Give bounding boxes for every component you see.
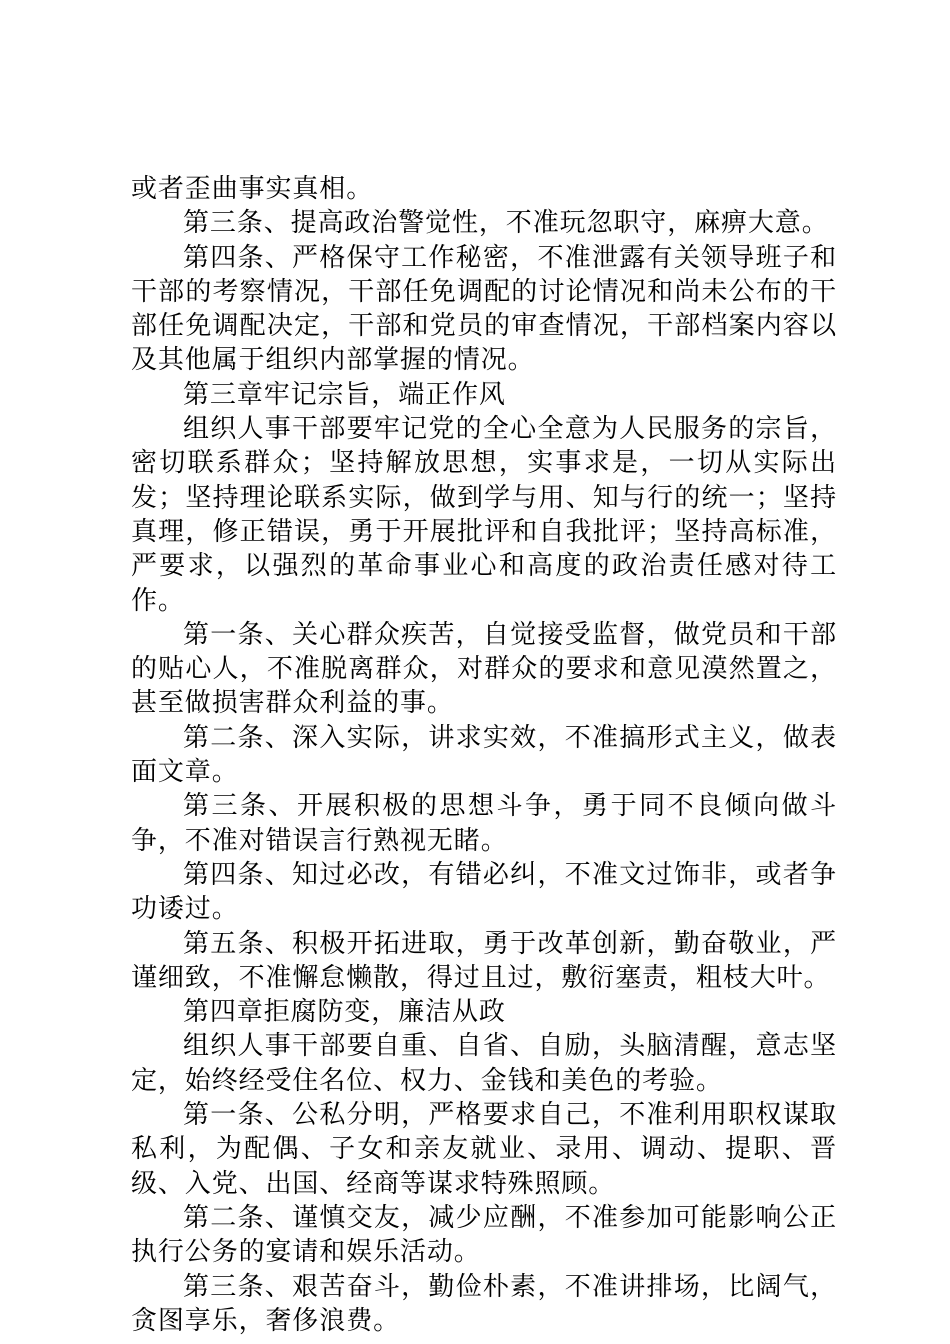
article-paragraph: 第二条、谨慎交友，减少应酬，不准参加可能影响公正执行公务的宴请和娱乐活动。 — [131, 1202, 837, 1268]
article-paragraph: 第三条、提高政治警觉性，不准玩忽职守，麻痹大意。 — [183, 208, 829, 239]
article-paragraph: 第一条、公私分明，严格要求自己，不准利用职权谋取私利，为配偶、子女和亲友就业、录用、调动、提职、晋级、入党、出国、经商等谋求特殊照顾。 — [131, 1100, 837, 1199]
article-paragraph: 第三条、开展积极的思想斗争，勇于同不良倾向做斗争，不准对错误言行熟视无睹。 — [131, 791, 837, 856]
chapter-intro-paragraph: 组织人事干部要牢记党的全心全意为人民服务的宗旨，密切联系群众；坚持解放思想，实事求是，一切从实际出发；坚持理论联系实际，做到学与用、知与行的统一；坚持真理，修正错误，勇于开展批评和自我批评；坚持高标准，严要求，以强烈的革命事业心和高度的政治责任感对待工作。 — [131, 414, 837, 616]
article-paragraph: 第二条、深入实际，讲求实效，不准搞形式主义，做表面文章。 — [131, 722, 837, 788]
article-paragraph: 第五条、积极开拓进取，勇于改革创新，勤奋敬业，严谨细致，不准懈怠懒散，得过且过，敷衍塞责，粗枝大叶。 — [131, 928, 837, 993]
article-paragraph: 第三条、艰苦奋斗，勤俭朴素，不准讲排场，比阔气，贪图享乐，奢侈浪费。 — [131, 1271, 837, 1336]
article-paragraph: 第四条、严格保守工作秘密，不准泄露有关领导班子和干部的考察情况，干部任免调配的讨论情况和尚未公布的干部任免调配决定，干部和党员的审查情况，干部档案内容以及其他属于组织内部掌握的情况。 — [131, 242, 837, 376]
document-page — [131, 172, 837, 1338]
article-paragraph: 第一条、关心群众疾苦，自觉接受监督，做党员和干部的贴心人，不准脱离群众，对群众的要求和意见漠然置之，甚至做损害群众利益的事。 — [131, 619, 837, 719]
paragraph-continuation: 或者歪曲事实真相。 — [131, 174, 374, 204]
chapter-intro-paragraph: 组织人事干部要自重、自省、自励，头脑清醒，意志坚定，始终经受住名位、权力、金钱和美色的考验。 — [131, 1031, 837, 1096]
article-paragraph: 第四条、知过必改，有错必纠，不准文过饰非，或者争功诿过。 — [131, 859, 837, 925]
chapter-heading: 第四章拒腐防变，廉洁从政 — [183, 997, 506, 1028]
chapter-heading: 第三章牢记宗旨，端正作风 — [183, 379, 506, 410]
